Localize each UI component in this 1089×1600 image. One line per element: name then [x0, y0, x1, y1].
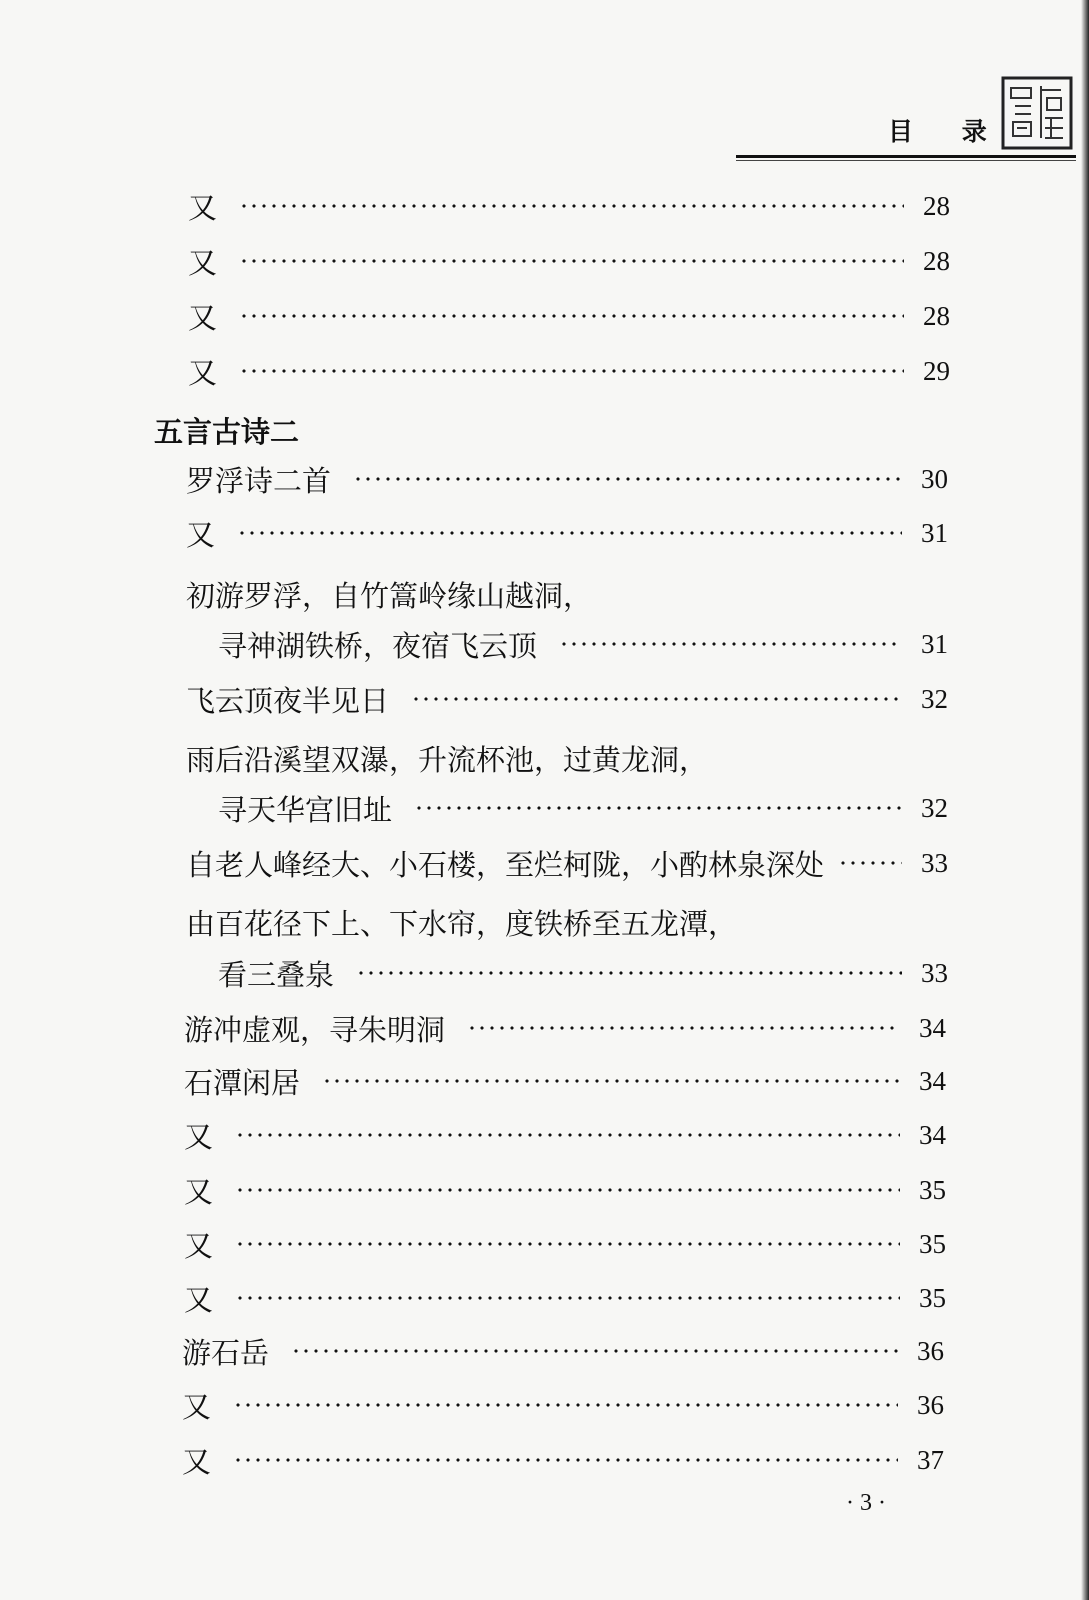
entry-title: 又	[184, 1228, 214, 1263]
dot-leader	[235, 1133, 900, 1137]
entry-page: 33	[921, 847, 948, 878]
entry-title-cont: 寻神湖铁桥，夜宿飞云顶	[218, 628, 538, 663]
entry-title-cont: 寻天华宫旧址	[218, 792, 393, 827]
entry-title: 又	[184, 1119, 214, 1154]
entry-page: 36	[917, 1389, 944, 1420]
dot-leader	[291, 1349, 898, 1353]
dot-leader	[239, 204, 904, 208]
toc-entry	[184, 1117, 946, 1153]
entry-title: 石潭闲居	[184, 1065, 301, 1100]
entry-page: 31	[921, 628, 948, 659]
dot-leader	[235, 1242, 900, 1246]
entry-title: 游石岳	[182, 1335, 270, 1370]
dot-leader	[233, 1403, 898, 1407]
dot-leader	[235, 1296, 900, 1300]
entry-title-cont: 看三叠泉	[218, 957, 335, 992]
page-edge-shadow	[1081, 0, 1089, 1600]
entry-page: 31	[921, 517, 948, 548]
entry-page: 28	[923, 190, 950, 221]
dot-leader	[411, 697, 902, 701]
dot-leader	[237, 531, 902, 535]
dot-leader	[353, 477, 902, 481]
entry-page: 28	[923, 245, 950, 276]
dot-leader	[239, 259, 904, 263]
entry-page: 29	[923, 355, 950, 386]
entry-page: 28	[923, 300, 950, 331]
dot-leader	[233, 1458, 898, 1462]
toc-entry	[186, 515, 948, 551]
dot-leader	[838, 861, 902, 865]
toc-entry	[184, 1010, 946, 1046]
toc-entry	[184, 1280, 946, 1316]
toc-entry	[188, 298, 950, 334]
entry-page: 35	[919, 1282, 946, 1313]
header-rule-thin	[736, 160, 1076, 161]
entry-page: 37	[917, 1444, 944, 1475]
entry-page: 32	[921, 683, 948, 714]
dot-leader	[414, 806, 902, 810]
toc-entry	[186, 845, 948, 881]
entry-title: 又	[186, 517, 216, 552]
dot-leader	[235, 1188, 900, 1192]
entry-title: 又	[188, 300, 218, 335]
page-header-title: 目 录	[888, 117, 1007, 146]
entry-title: 又	[188, 355, 218, 390]
entry-page: 36	[917, 1335, 944, 1366]
header-rule	[736, 155, 1076, 158]
toc-entry	[218, 626, 948, 662]
entry-title: 又	[182, 1389, 212, 1424]
toc-entry	[184, 1063, 946, 1099]
dot-leader	[239, 369, 904, 373]
toc-entry	[184, 1172, 946, 1208]
entry-title: 又	[184, 1174, 214, 1209]
entry-page: 33	[921, 957, 948, 988]
entry-page: 32	[921, 792, 948, 823]
toc-entry	[218, 955, 948, 991]
toc-entry	[188, 353, 950, 389]
dot-leader	[239, 314, 904, 318]
toc-entry	[218, 790, 948, 826]
entry-page: 35	[919, 1228, 946, 1259]
entry-page: 35	[919, 1174, 946, 1205]
entry-title: 游冲虚观，寻朱明洞	[184, 1012, 446, 1047]
dot-leader	[356, 971, 902, 975]
dot-leader	[467, 1026, 900, 1030]
section-heading: 五言古诗二	[154, 415, 300, 449]
entry-title-line1: 雨后沿溪望双瀑，升流杯池，过黄龙洞，	[186, 743, 709, 777]
dot-leader	[322, 1079, 900, 1083]
entry-title: 自老人峰经大、小石楼，至烂柯陇，小酌林泉深处	[186, 847, 825, 882]
toc-entry	[182, 1387, 944, 1423]
entry-title-line1: 初游罗浮，自竹篙岭缘山越洞，	[186, 579, 593, 613]
entry-title: 又	[188, 190, 218, 225]
toc-entry	[188, 188, 950, 224]
entry-page: 34	[919, 1012, 946, 1043]
entry-page: 34	[919, 1119, 946, 1150]
toc-entry	[182, 1442, 944, 1478]
entry-title: 罗浮诗二首	[186, 463, 332, 498]
toc-entry	[182, 1333, 944, 1369]
entry-title: 又	[182, 1444, 212, 1479]
dot-leader	[559, 642, 902, 646]
seal-stamp-icon	[1001, 76, 1073, 150]
toc-entry	[186, 681, 948, 717]
entry-page: 34	[919, 1065, 946, 1096]
entry-title-line1: 由百花径下上、下水帘，度铁桥至五龙潭，	[186, 907, 738, 941]
entry-title: 又	[184, 1282, 214, 1317]
toc-entry	[184, 1226, 946, 1262]
entry-title: 飞云顶夜半见日	[186, 683, 390, 718]
toc-entry	[186, 461, 948, 497]
page-number: · 3 ·	[846, 1490, 886, 1516]
entry-page: 30	[921, 463, 948, 494]
toc-entry	[188, 243, 950, 279]
entry-title: 又	[188, 245, 218, 280]
